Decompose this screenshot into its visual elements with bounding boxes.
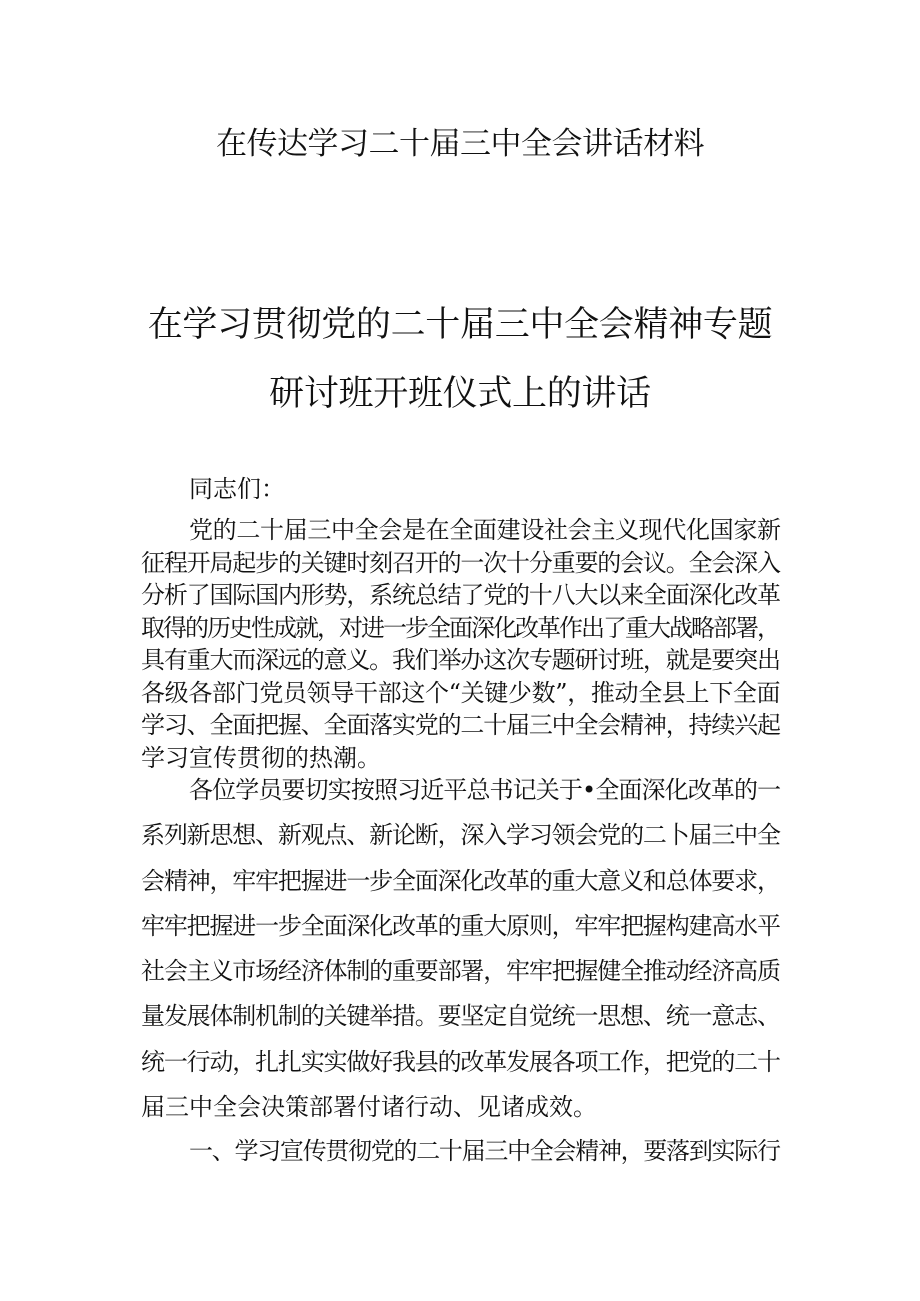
text-line: 一、学习宣传贯彻党的二十届三中全会精神，要落到实际行 (189, 1137, 780, 1165)
text-line: 统一行动，扎扎实实做好我县的改革发展各项工作，把党的二十 (141, 1047, 780, 1076)
paragraph-3 (141, 1131, 781, 1171)
text-line: 学习宣传贯彻的热潮。 (141, 743, 381, 772)
text-line: 征程开局起步的关键时刻召开的一次十分重要的会议。全会深入 (141, 548, 780, 577)
text-line: 学习、全面把握、全面落实党的二十届三中全会精神，持续兴起 (141, 711, 780, 739)
text-line: 牢牢把握进一步全面深化改革的重大原则，牢牢把握构建高水平 (141, 911, 780, 940)
text-line: 各级各部门党员领导干部这个“关键少数”，推动全县上下全面 (141, 678, 781, 707)
document-title: 在传达学习二十届三中全会讲话材料 (216, 126, 704, 162)
text-line: 量发展体制机制的关键举措。要坚定自觉统一思想、统一意志、 (141, 1002, 780, 1031)
text-line: 具有重大而深远的意义。我们举办这次专题研讨班，就是要突出 (141, 646, 780, 674)
text-line: 党的二十届三中全会是在全面建设社会主义现代化国家新 (189, 516, 781, 544)
text-line: 社会主义市场经济体制的重要部署，牢牢把握健全推动经济高质 (141, 957, 780, 986)
text-line: 分析了国际国内形势，系统总结了党的十八大以来全面深化改革 (141, 581, 780, 609)
salutation: 同志们： (189, 475, 285, 503)
paragraph-2 (141, 768, 781, 1130)
text-line: 各位学员要切实按照习近平总书记关于•全面深化改革的一 (189, 776, 781, 804)
text-line: 届三中全会决策部署付诸行动、见诸成效。 (141, 1093, 597, 1122)
text-line: 会精神，牢牢把握进一步全面深化改革的重大意义和总体要求， (141, 866, 780, 895)
text-line: 取得的历史性成就，对进一步全面深化改革作出了重大战略部署， (141, 613, 779, 642)
speech-title-line-2: 研讨班开班仪式上的讲话 (269, 374, 651, 414)
text-line: 系列新思想、新观点、新论断，深入学习领会党的二卜届三中全 (141, 821, 780, 850)
speech-title-line-1: 在学习贯彻党的二十届三中全会精神专题 (147, 305, 773, 345)
paragraph-1 (141, 514, 781, 774)
